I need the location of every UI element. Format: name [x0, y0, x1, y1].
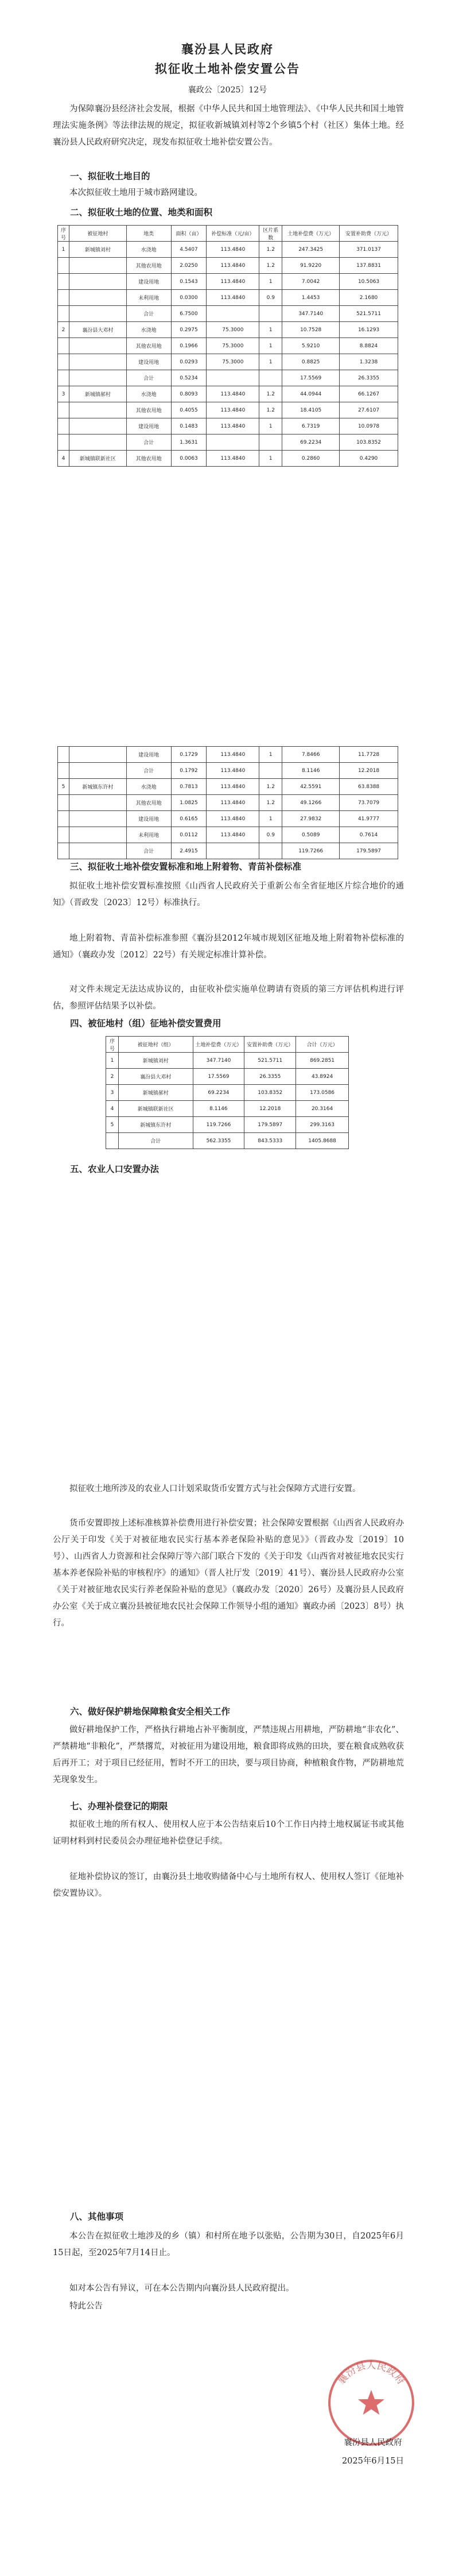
title-line-1: 襄汾县人民政府: [181, 42, 274, 56]
table-cell: 69.2234: [193, 1085, 244, 1101]
table-cell: 69.2234: [282, 434, 340, 451]
table-cell: 1: [259, 338, 282, 354]
table-cell: [69, 290, 126, 306]
table-cell: 新城镇东许村: [118, 1117, 193, 1133]
table-cell: 1: [259, 811, 282, 827]
table-cell: [58, 306, 69, 322]
section-8-paragraph-1: 本公告在拟征收土地涉及的乡（镇）和村所在地予以张贴，公告期为30日，自2025年6月15日起，至2025年7月14日止。: [53, 2232, 404, 2257]
section-3-paragraph-2: 地上附着物、青苗补偿标准参照《襄汾县2012年城市规划区征地及地上附着物补偿标准的通知》（襄政办发〔2012〕22号）有关规定标准计算补偿。: [53, 934, 404, 960]
table-cell: [58, 434, 69, 451]
table-cell: [259, 370, 282, 386]
table-cell: 新城镇刘村: [118, 1053, 193, 1069]
table-header-cell: 土地补偿费（万元）: [193, 1037, 244, 1053]
table-row: [58, 779, 398, 795]
table-cell: 6.7319: [282, 418, 340, 434]
table-cell: [69, 811, 126, 827]
table-cell: 建设用地: [126, 418, 171, 434]
table-cell: 新城镇联新社区: [69, 451, 126, 467]
table-cell: 43.8924: [296, 1069, 349, 1085]
table-cell: 水浇地: [126, 386, 171, 402]
table-cell: 347.7140: [282, 306, 340, 322]
table-cell: 5: [58, 779, 69, 795]
table-row: [106, 1101, 349, 1117]
table-cell: [259, 306, 282, 322]
section-2-heading: 二、拟征收土地的位置、地类和面积: [70, 207, 213, 218]
table-cell: 0.0063: [171, 451, 207, 467]
section-7-heading: 七、办理补偿登记的期限: [70, 1801, 168, 1811]
intro-paragraph: 为保障襄汾县经济社会发展，根据《中华人民共和国土地管理法》、《中华人民共和国土地管理法实施条例》等法律法规的规定，拟征收新城镇刘村等2个乡镇5个村（社区）集体土地。经襄汾县人民政府研究决定，现发布拟征收土地补偿安置公告。: [53, 104, 404, 147]
section-6-heading: 六、做好保护耕地保障粮食安全相关工作: [70, 1706, 231, 1717]
table-cell: 521.5711: [340, 306, 398, 322]
table-cell: 18.4105: [282, 402, 340, 418]
table-header-cell: 面积（亩）: [171, 226, 207, 242]
table-cell: 1: [58, 242, 69, 258]
table-cell: 建设用地: [126, 274, 171, 290]
table-cell: 103.8352: [340, 434, 398, 451]
table-cell: 12.2018: [340, 763, 398, 779]
table-cell: [58, 402, 69, 418]
table-cell: 0.9: [259, 827, 282, 843]
table-cell: 75.3000: [207, 322, 259, 338]
table-cell: [106, 1133, 119, 1149]
table-cell: 合计: [126, 843, 171, 859]
table-row: [58, 354, 398, 370]
table-row: [58, 747, 398, 763]
table-header-cell: 补偿标准（元/亩）: [207, 226, 259, 242]
table-cell: 合计: [126, 370, 171, 386]
table-cell: 4: [106, 1101, 119, 1117]
table-cell: 合计: [126, 306, 171, 322]
table-cell: 1405.8688: [296, 1133, 349, 1149]
table-cell: 0.2860: [282, 451, 340, 467]
table-row: [58, 370, 398, 386]
section-3-paragraph-3: 对文件未规定无法达成协议的，由征收补偿实施单位聘请有资质的第三方评估机构进行评估，参照评估结果予以补偿。: [53, 985, 404, 1011]
table-cell: 1.2: [259, 258, 282, 274]
table-cell: 0.7614: [340, 827, 398, 843]
svg-text:襄汾县人民政府: 襄汾县人民政府: [336, 2360, 407, 2387]
table-cell: 0.7813: [171, 779, 207, 795]
table-cell: [207, 370, 259, 386]
table-row: [106, 1133, 349, 1149]
table-cell: 113.4840: [207, 779, 259, 795]
table-header-row: [106, 1037, 349, 1053]
table-cell: 843.5333: [244, 1133, 296, 1149]
table-cell: 3: [58, 386, 69, 402]
table-row: [58, 258, 398, 274]
table-row: [58, 402, 398, 418]
table-cell: 10.7528: [282, 322, 340, 338]
section-1-heading: 一、拟征收土地目的: [70, 170, 150, 181]
table-cell: 1.2: [259, 402, 282, 418]
table-cell: [58, 843, 69, 859]
table-cell: 1.0825: [171, 795, 207, 811]
table-cell: [69, 763, 126, 779]
section-8-paragraph-2: 如对本公告有异议，可在本公告期内向襄汾县人民政府提出。: [69, 2284, 294, 2293]
land-area-table-continued: [57, 746, 398, 859]
table-cell: 新城镇郝村: [118, 1085, 193, 1101]
table-header-cell: 地类: [126, 226, 171, 242]
table-row: [58, 763, 398, 779]
table-cell: 合计: [126, 434, 171, 451]
table-cell: 0.4055: [171, 402, 207, 418]
table-cell: [69, 747, 126, 763]
table-cell: 建设用地: [126, 354, 171, 370]
table-cell: 新城镇刘村: [69, 242, 126, 258]
table-header-cell: 合计（万元）: [296, 1037, 349, 1053]
table-cell: 其他农用地: [126, 402, 171, 418]
section-6-paragraph: 做好耕地保护工作，严格执行耕地占补平衡制度，严禁违规占用耕地，严防耕地“非农化”、严禁耕地“非粮化”，严禁撂荒，对被征用为建设用地，粮食即将成熟的田块，要在粮食成熟收获后再开工；对于项目已经征用，暂时不开工的田块，要与项目协商，种植粮食作物，严防耕地荒芜现象发生。: [53, 1725, 404, 1784]
table-cell: 113.4840: [207, 258, 259, 274]
table-cell: [69, 306, 126, 322]
signature-organization: 襄汾县人民政府: [344, 2438, 402, 2447]
table-cell: 0.0293: [171, 354, 207, 370]
table-cell: 0.8825: [282, 354, 340, 370]
table-cell: 5: [106, 1117, 119, 1133]
table-cell: [58, 354, 69, 370]
table-cell: 其他农用地: [126, 795, 171, 811]
table-cell: 1: [259, 451, 282, 467]
table-cell: 0.1543: [171, 274, 207, 290]
table-row: [58, 811, 398, 827]
table-cell: 173.0586: [296, 1085, 349, 1101]
table-cell: 1: [259, 274, 282, 290]
table-cell: 其他农用地: [126, 451, 171, 467]
table-cell: 1.3238: [340, 354, 398, 370]
table-cell: 75.3000: [207, 354, 259, 370]
table-row: [106, 1069, 349, 1085]
table-header-cell: 区片系数: [259, 226, 282, 242]
table-cell: 0.4290: [340, 451, 398, 467]
table-cell: 16.1293: [340, 322, 398, 338]
table-cell: 11.7728: [340, 747, 398, 763]
table-cell: 10.5063: [340, 274, 398, 290]
table-cell: 113.4840: [207, 451, 259, 467]
table-cell: 1.2: [259, 779, 282, 795]
table-row: [58, 306, 398, 322]
table-cell: 1: [259, 418, 282, 434]
table-cell: 347.7140: [193, 1053, 244, 1069]
table-cell: 113.4840: [207, 827, 259, 843]
table-cell: 179.5897: [340, 843, 398, 859]
table-cell: 137.8831: [340, 258, 398, 274]
table-cell: 2.1680: [340, 290, 398, 306]
table-cell: 其他农用地: [126, 258, 171, 274]
table-cell: 1.4453: [282, 290, 340, 306]
table-row: [58, 322, 398, 338]
table-cell: 113.4840: [207, 386, 259, 402]
table-cell: 113.4840: [207, 763, 259, 779]
table-cell: 44.0944: [282, 386, 340, 402]
table-cell: 襄汾县大邓村: [118, 1069, 193, 1085]
table-cell: [69, 827, 126, 843]
section-1-text: 本次拟征收土地用于城市路网建设。: [69, 188, 203, 197]
table-cell: 66.1267: [340, 386, 398, 402]
table-cell: 1: [259, 354, 282, 370]
table-cell: 7.0042: [282, 274, 340, 290]
table-cell: 未利用地: [126, 827, 171, 843]
table-cell: 0.6165: [171, 811, 207, 827]
table-cell: 103.8352: [244, 1085, 296, 1101]
table-cell: [69, 434, 126, 451]
table-row: [58, 451, 398, 467]
table-cell: [69, 418, 126, 434]
table-row: [58, 843, 398, 859]
table-cell: 17.5569: [193, 1069, 244, 1085]
table-cell: 新城镇郝村: [69, 386, 126, 402]
table-row: [58, 338, 398, 354]
table-cell: 63.8388: [340, 779, 398, 795]
table-cell: 113.4840: [207, 274, 259, 290]
table-header-cell: 被征地村（组）: [118, 1037, 193, 1053]
table-cell: 0.1483: [171, 418, 207, 434]
table-cell: [58, 811, 69, 827]
table-cell: [69, 402, 126, 418]
table-cell: 119.7266: [282, 843, 340, 859]
table-cell: [259, 843, 282, 859]
table-cell: [207, 434, 259, 451]
table-cell: 1: [259, 322, 282, 338]
section-5-paragraph-2: 货币安置即按上述标准核算补偿费用进行补偿安置；社会保障安置根据《山西省人民政府办公厅关于印发《关于对被征地农民实行基本养老保险补贴的意见》》（晋政办发〔2019〕10号）、山西省人力资源和社会保障厅等六部门联合下发的《关于印发《山西省对被征地农民实行基本养老保险补贴的审核程序》的通知》（晋人社厅发〔2019〕41号）、襄汾县人民政府办公室《关于对被征地农民实行养老保险补贴的意见》（襄政办发〔2020〕26号）及襄汾县人民政府办公室《关于成立襄汾县被征地农民社会保障工作领导小组的通知》襄政办函〔2023〕8号）执行。: [53, 1519, 404, 1628]
table-cell: [69, 843, 126, 859]
table-cell: [58, 418, 69, 434]
table-header-cell: 序号: [106, 1037, 119, 1053]
table-cell: 6.7500: [171, 306, 207, 322]
table-cell: [58, 763, 69, 779]
table-cell: 17.5569: [282, 370, 340, 386]
table-cell: [259, 434, 282, 451]
official-seal-icon: [325, 2356, 418, 2449]
table-cell: 7.8466: [282, 747, 340, 763]
table-cell: 27.6107: [340, 402, 398, 418]
table-cell: [69, 795, 126, 811]
compensation-fee-table: [106, 1036, 349, 1149]
table-cell: [58, 827, 69, 843]
table-cell: 0.9: [259, 290, 282, 306]
table-cell: 2: [106, 1069, 119, 1085]
table-cell: 0.0300: [171, 290, 207, 306]
table-cell: 119.7266: [193, 1117, 244, 1133]
table-cell: 0.5234: [171, 370, 207, 386]
table-cell: 113.4840: [207, 242, 259, 258]
table-cell: 0.2975: [171, 322, 207, 338]
table-cell: 水浇地: [126, 779, 171, 795]
table-cell: 869.2851: [296, 1053, 349, 1069]
section-3-paragraph-1: 拟征收土地补偿安置标准按照《山西省人民政府关于重新公布全省征地区片综合地价的通知》（晋政发〔2023〕12号）标准执行。: [53, 882, 404, 907]
table-cell: 1: [259, 747, 282, 763]
section-5-heading: 五、农业人口安置办法: [70, 1163, 160, 1174]
section-4-heading: 四、被征地村（组）征地补偿安置费用: [70, 1018, 221, 1029]
table-cell: [58, 338, 69, 354]
table-cell: 0.1792: [171, 763, 207, 779]
table-cell: 未利用地: [126, 290, 171, 306]
section-7-paragraph-1: 拟征收土地的所有权人、使用权人应于本公告结束后10个工作日内持土地权属证书或其他证明材料到村民委员会办理征地补偿登记手续。: [53, 1820, 404, 1846]
table-header-cell: 安置补助费（万元）: [244, 1037, 296, 1053]
table-cell: 8.1146: [282, 763, 340, 779]
table-cell: 1.2: [259, 386, 282, 402]
table-row: [58, 242, 398, 258]
table-cell: [207, 843, 259, 859]
table-cell: [69, 354, 126, 370]
table-cell: 10.0978: [340, 418, 398, 434]
table-cell: 0.1729: [171, 747, 207, 763]
table-cell: [259, 763, 282, 779]
table-cell: 2.0250: [171, 258, 207, 274]
table-cell: [69, 274, 126, 290]
table-cell: 0.1966: [171, 338, 207, 354]
table-cell: 其他农用地: [126, 338, 171, 354]
table-cell: 113.4840: [207, 747, 259, 763]
table-cell: 73.7079: [340, 795, 398, 811]
table-cell: 247.3425: [282, 242, 340, 258]
table-cell: 299.3163: [296, 1117, 349, 1133]
table-cell: 合计: [118, 1133, 193, 1149]
table-cell: 1.2: [259, 795, 282, 811]
table-cell: 1.2: [259, 242, 282, 258]
table-cell: [58, 747, 69, 763]
table-cell: 41.9777: [340, 811, 398, 827]
section-5-paragraph-1: 拟征收土地所涉及的农业人口计划采取货币安置方式与社会保障方式进行安置。: [69, 1484, 361, 1493]
table-cell: 113.4840: [207, 795, 259, 811]
table-cell: 3: [106, 1085, 119, 1101]
table-cell: 49.1266: [282, 795, 340, 811]
section-3-heading: 三、拟征收土地补偿安置标准和地上附着物、青苗补偿标准: [70, 861, 302, 872]
table-cell: 12.2018: [244, 1101, 296, 1117]
table-cell: 合计: [126, 763, 171, 779]
table-cell: [58, 274, 69, 290]
table-cell: [69, 258, 126, 274]
table-row: [58, 418, 398, 434]
table-row: [106, 1085, 349, 1101]
table-cell: 8.1146: [193, 1101, 244, 1117]
table-cell: 0.5089: [282, 827, 340, 843]
table-cell: 113.4840: [207, 418, 259, 434]
table-cell: 562.3355: [193, 1133, 244, 1149]
table-cell: 建设用地: [126, 747, 171, 763]
table-cell: 襄汾县大邓村: [69, 322, 126, 338]
table-cell: 1.3631: [171, 434, 207, 451]
table-header-cell: 被征地村: [69, 226, 126, 242]
table-cell: 水浇地: [126, 322, 171, 338]
table-cell: 75.3000: [207, 338, 259, 354]
table-cell: 113.4840: [207, 811, 259, 827]
land-area-table: [57, 225, 398, 467]
table-cell: 1: [106, 1053, 119, 1069]
signature-date: 2025年6月15日: [341, 2457, 405, 2466]
table-cell: 26.3355: [244, 1069, 296, 1085]
table-row: [58, 290, 398, 306]
table-row: [106, 1117, 349, 1133]
table-cell: 179.5897: [244, 1117, 296, 1133]
table-cell: 42.5591: [282, 779, 340, 795]
table-cell: 新城镇联新社区: [118, 1101, 193, 1117]
table-cell: 5.9210: [282, 338, 340, 354]
table-cell: [207, 306, 259, 322]
table-cell: 2: [58, 322, 69, 338]
table-cell: 521.5711: [244, 1053, 296, 1069]
table-cell: 新城镇东许村: [69, 779, 126, 795]
table-row: [58, 274, 398, 290]
table-row: [58, 386, 398, 402]
table-cell: 4.5407: [171, 242, 207, 258]
title-line-2: 拟征收土地补偿安置公告: [155, 61, 300, 76]
table-cell: [58, 795, 69, 811]
table-cell: 0.8093: [171, 386, 207, 402]
table-cell: 建设用地: [126, 811, 171, 827]
table-cell: 4: [58, 451, 69, 467]
table-cell: 113.4840: [207, 402, 259, 418]
table-header-cell: 土地补偿费（万元）: [282, 226, 340, 242]
section-8-heading: 八、其他事项: [70, 2211, 124, 2222]
table-cell: 27.9832: [282, 811, 340, 827]
table-cell: 113.4840: [207, 290, 259, 306]
table-cell: 91.9220: [282, 258, 340, 274]
table-cell: [58, 290, 69, 306]
table-row: [106, 1053, 349, 1069]
table-header-row: [58, 226, 398, 242]
document-number: 襄政公〔2025〕12号: [188, 86, 267, 95]
table-cell: [58, 370, 69, 386]
table-cell: 8.8824: [340, 338, 398, 354]
table-cell: 26.3355: [340, 370, 398, 386]
table-row: [58, 434, 398, 451]
table-row: [58, 827, 398, 843]
section-8-closing: 特此公告: [69, 2302, 103, 2311]
table-row: [58, 795, 398, 811]
table-cell: 0.0112: [171, 827, 207, 843]
table-header-cell: 序号: [58, 226, 69, 242]
table-cell: 371.0137: [340, 242, 398, 258]
table-cell: [69, 338, 126, 354]
table-cell: [69, 370, 126, 386]
table-cell: 2.4915: [171, 843, 207, 859]
table-cell: [58, 258, 69, 274]
section-7-paragraph-2: 征地补偿协议的签订，由襄汾县土地收购储备中心与土地所有权人、使用权人签订《征地补偿安置协议》。: [53, 1872, 404, 1898]
table-header-cell: 安置补助费（万元）: [340, 226, 398, 242]
table-cell: 水浇地: [126, 242, 171, 258]
table-cell: 20.3164: [296, 1101, 349, 1117]
